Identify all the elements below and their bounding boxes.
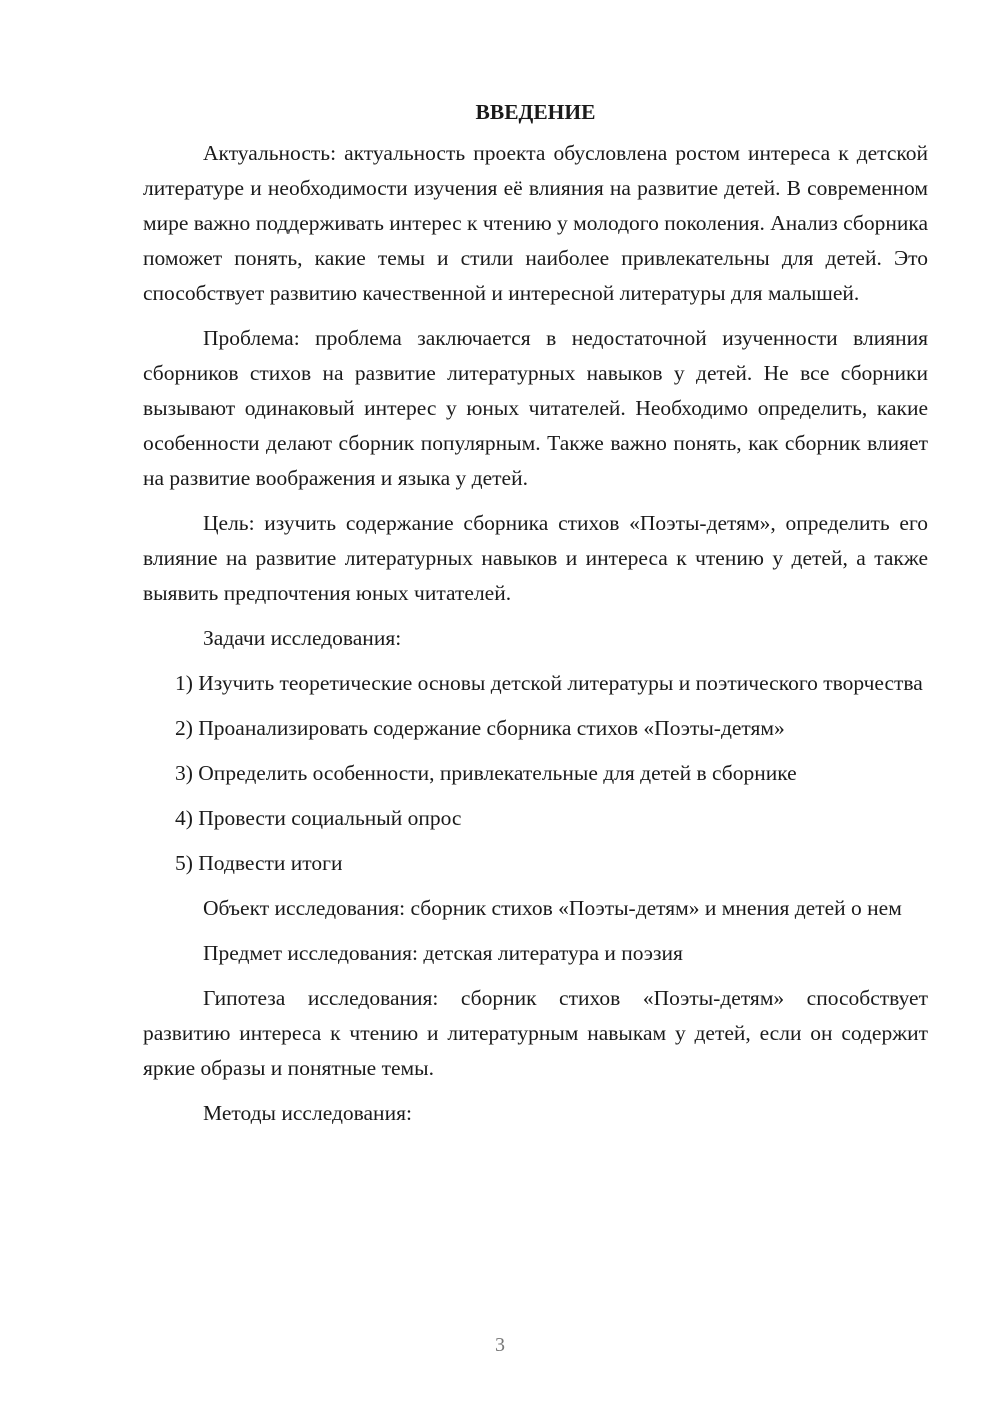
hypothesis-paragraph: Гипотеза исследования: сборник стихов «Поэты-детям» способствует развитию интереса к чтению и литературным навыкам у детей, если он содержит яркие образы и понятные темы. bbox=[143, 986, 928, 1080]
object-paragraph: Объект исследования: сборник стихов «Поэты-детям» и мнения детей о нем bbox=[203, 896, 902, 920]
methods-paragraph: Методы исследования: bbox=[203, 1101, 412, 1125]
relevance-paragraph: Актуальность: актуальность проекта обусловлена ростом интереса к детской литературе и необходимости изучения её влияния на развитие детей. В современном мире важно поддерживать интерес к чтению у молодого поколения. Анализ сборника поможет понять, какие темы и стили наиболее привлекательны для детей. Это способствует развитию качественной и интересной литературы для малышей. bbox=[143, 141, 928, 305]
task-item-3: 3) Определить особенности, привлекательные для детей в сборнике bbox=[175, 761, 797, 785]
task-item-1: 1) Изучить теоретические основы детской литературы и поэтического творчества bbox=[175, 671, 923, 695]
section-heading: ВВЕДЕНИЕ bbox=[475, 100, 596, 124]
task-item-4: 4) Провести социальный опрос bbox=[175, 806, 462, 830]
page-number: 3 bbox=[495, 1334, 505, 1356]
goal-paragraph: Цель: изучить содержание сборника стихов «Поэты-детям», определить его влияние на развитие литературных навыков и интереса к чтению у детей, а также выявить предпочтения юных читателей. bbox=[143, 511, 928, 605]
task-item-5: 5) Подвести итоги bbox=[175, 851, 343, 875]
subject-paragraph: Предмет исследования: детская литература и поэзия bbox=[203, 941, 683, 965]
tasks-heading: Задачи исследования: bbox=[203, 626, 402, 650]
problem-paragraph: Проблема: проблема заключается в недостаточной изученности влияния сборников стихов на развитие литературных навыков у детей. Не все сборники вызывают одинаковый интерес у юных читателей. Необходимо определить, какие особенности делают сборник популярным. Также важно понять, как сборник влияет на развитие воображения и языка у детей. bbox=[143, 326, 928, 490]
document-page bbox=[143, 96, 928, 1141]
task-item-2: 2) Проанализировать содержание сборника стихов «Поэты-детям» bbox=[175, 716, 785, 740]
